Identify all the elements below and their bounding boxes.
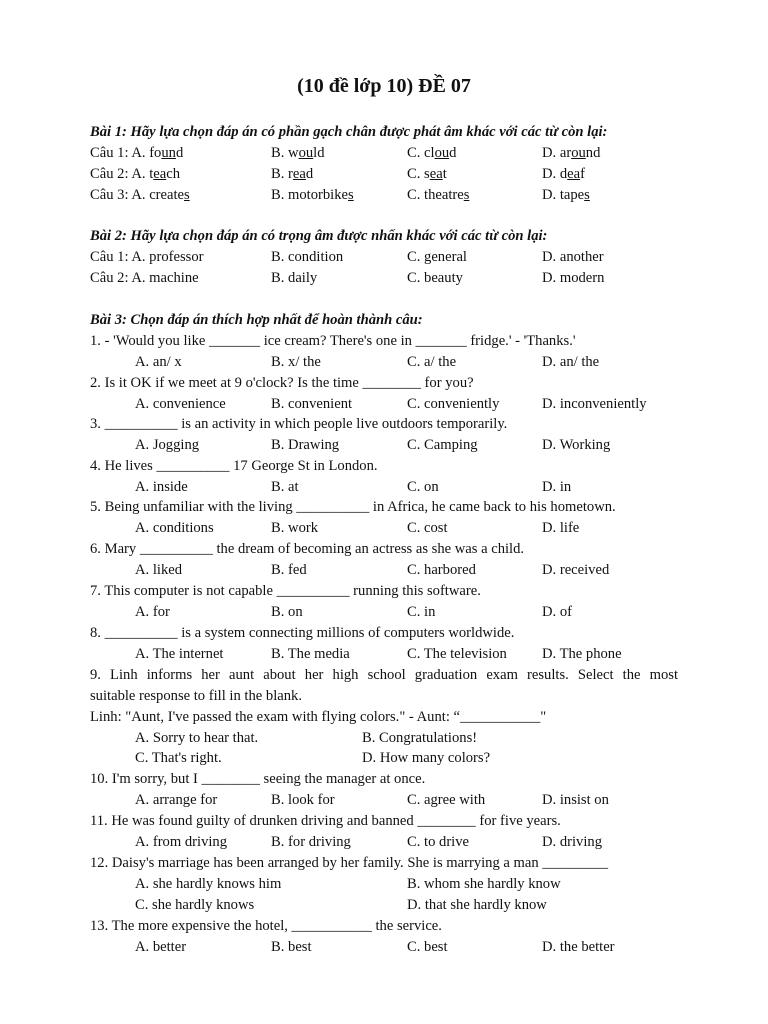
- bai1-row-3: [90, 185, 678, 206]
- option-d: D. an/ the: [542, 354, 600, 370]
- option-c: C. agree with: [407, 792, 486, 808]
- option-a: A. The internet: [135, 646, 224, 662]
- option-d: D. tapes: [542, 187, 590, 203]
- option-c: C. cloud: [407, 145, 457, 161]
- question-3: 3. __________ is an activity in which people live outdoors temporarily.: [90, 416, 508, 432]
- bai1-row-1: [90, 143, 678, 164]
- bai2-row-2: [90, 268, 678, 289]
- question-6-options: [90, 560, 678, 581]
- option-b: B. would: [271, 145, 325, 161]
- option-a: Câu 1: A. professor: [90, 249, 204, 265]
- option-c: C. best: [407, 939, 448, 955]
- question-4-options: [90, 477, 678, 498]
- option-b: B. work: [271, 520, 319, 536]
- question-13-options: [90, 937, 678, 958]
- option-c: C. seat: [407, 166, 447, 182]
- question-2: 2. Is it OK if we meet at 9 o'clock? Is the time ________ for you?: [90, 375, 474, 391]
- question-9-line-2: suitable response to fill in the blank.: [90, 688, 302, 704]
- option-b: B. at: [271, 479, 299, 495]
- bai3-heading: Bài 3: Chọn đáp án thích hợp nhất để hoàn thành câu:: [90, 312, 423, 328]
- option-d: D. modern: [542, 270, 605, 286]
- question-6: 6. Mary __________ the dream of becoming an actress as she was a child.: [90, 541, 525, 557]
- question-4: 4. He lives __________ 17 George St in London.: [90, 458, 378, 474]
- option-c: C. she hardly knows: [135, 897, 255, 913]
- option-d: D. in: [542, 479, 572, 495]
- option-c: C. to drive: [407, 834, 470, 850]
- question-9-line-1: 9. Linh informs her aunt about her high school graduation exam results. Select the most: [90, 667, 678, 683]
- option-c: C. general: [407, 249, 467, 265]
- question-12: 12. Daisy's marriage has been arranged by her family. She is marrying a man _________: [90, 855, 608, 871]
- question-12-options-row-2: [90, 895, 678, 916]
- option-a: A. she hardly knows him: [135, 876, 282, 892]
- question-10: 10. I'm sorry, but I ________ seeing the manager at once.: [90, 771, 426, 787]
- option-d: D. inconveniently: [542, 396, 647, 412]
- option-a: A. Jogging: [135, 437, 200, 453]
- option-a: A. for: [135, 604, 170, 620]
- page-title: (10 đề lớp 10) ĐỀ 07: [297, 75, 471, 97]
- option-a: A. inside: [135, 479, 188, 495]
- question-1: 1. - 'Would you like _______ ice cream? There's one in _______ fridge.' - 'Thanks.': [90, 333, 576, 349]
- option-b: B. Congratulations!: [362, 730, 478, 746]
- option-d: D. that she hardly know: [407, 897, 547, 913]
- option-b: B. on: [271, 604, 303, 620]
- option-b: B. daily: [271, 270, 318, 286]
- option-c: C. in: [407, 604, 436, 620]
- option-d: D. life: [542, 520, 580, 536]
- worksheet-page: [90, 0, 678, 1024]
- option-a: A. from driving: [135, 834, 228, 850]
- option-b: B. look for: [271, 792, 335, 808]
- bai2-row-1: [90, 247, 678, 268]
- question-7: 7. This computer is not capable __________ running this software.: [90, 583, 481, 599]
- option-b: B. x/ the: [271, 354, 321, 370]
- question-13: 13. The more expensive the hotel, ___________ the service.: [90, 918, 442, 934]
- question-1-options: [90, 352, 678, 373]
- option-b: B. fed: [271, 562, 307, 578]
- bai2-heading: Bài 2: Hãy lựa chọn đáp án có trọng âm được nhấn khác với các từ còn lại:: [90, 228, 548, 244]
- option-d: D. Working: [542, 437, 611, 453]
- question-12-options-row-1: [90, 874, 678, 895]
- question-9-line-3: Linh: "Aunt, I've passed the exam with flying colors." - Aunt: “___________": [90, 709, 547, 725]
- bai1-heading: Bài 1: Hãy lựa chọn đáp án có phần gạch chân được phát âm khác với các từ còn lại:: [90, 124, 608, 140]
- option-c: C. Camping: [407, 437, 478, 453]
- option-d: D. received: [542, 562, 610, 578]
- option-c: C. That's right.: [135, 750, 222, 766]
- option-a: A. Sorry to hear that.: [135, 730, 259, 746]
- question-5-options: [90, 518, 678, 539]
- question-8: 8. __________ is a system connecting millions of computers worldwide.: [90, 625, 515, 641]
- option-c: C. conveniently: [407, 396, 500, 412]
- option-d: D. The phone: [542, 646, 622, 662]
- option-d: D. of: [542, 604, 572, 620]
- option-a: A. convenience: [135, 396, 226, 412]
- option-d: D. deaf: [542, 166, 585, 182]
- question-8-options: [90, 644, 678, 665]
- option-b: B. whom she hardly know: [407, 876, 561, 892]
- option-a: Câu 3: A. creates: [90, 187, 190, 203]
- option-c: C. cost: [407, 520, 448, 536]
- option-d: D. around: [542, 145, 601, 161]
- question-10-options: [90, 790, 678, 811]
- option-d: D. the better: [542, 939, 615, 955]
- question-9-options-row-2: [90, 748, 678, 769]
- option-a: A. arrange for: [135, 792, 218, 808]
- option-c: C. beauty: [407, 270, 463, 286]
- option-d: D. How many colors?: [362, 750, 491, 766]
- option-b: B. The media: [271, 646, 350, 662]
- option-a: A. better: [135, 939, 187, 955]
- option-b: B. read: [271, 166, 314, 182]
- option-b: B. for driving: [271, 834, 351, 850]
- option-c: C. The television: [407, 646, 507, 662]
- bai1-row-2: [90, 164, 678, 185]
- option-c: C. harbored: [407, 562, 476, 578]
- question-7-options: [90, 602, 678, 623]
- option-b: B. convenient: [271, 396, 353, 412]
- question-11: 11. He was found guilty of drunken driving and banned ________ for five years.: [90, 813, 561, 829]
- question-5: 5. Being unfamiliar with the living __________ in Africa, he came back to his hometown.: [90, 499, 616, 515]
- question-3-options: [90, 435, 678, 456]
- option-d: D. insist on: [542, 792, 609, 808]
- option-c: C. a/ the: [407, 354, 457, 370]
- question-11-options: [90, 832, 678, 853]
- option-c: C. theatres: [407, 187, 470, 203]
- option-a: A. liked: [135, 562, 183, 578]
- option-a: A. an/ x: [135, 354, 182, 370]
- option-a: A. conditions: [135, 520, 214, 536]
- option-a: Câu 2: A. machine: [90, 270, 199, 286]
- option-a: Câu 1: A. found: [90, 145, 184, 161]
- option-b: B. Drawing: [271, 437, 340, 453]
- option-d: D. driving: [542, 834, 602, 850]
- option-b: B. best: [271, 939, 312, 955]
- question-2-options: [90, 394, 678, 415]
- option-b: B. condition: [271, 249, 344, 265]
- option-c: C. on: [407, 479, 439, 495]
- option-b: B. motorbikes: [271, 187, 354, 203]
- option-a: Câu 2: A. teach: [90, 166, 180, 182]
- option-d: D. another: [542, 249, 604, 265]
- question-9-options-row-1: [90, 728, 678, 749]
